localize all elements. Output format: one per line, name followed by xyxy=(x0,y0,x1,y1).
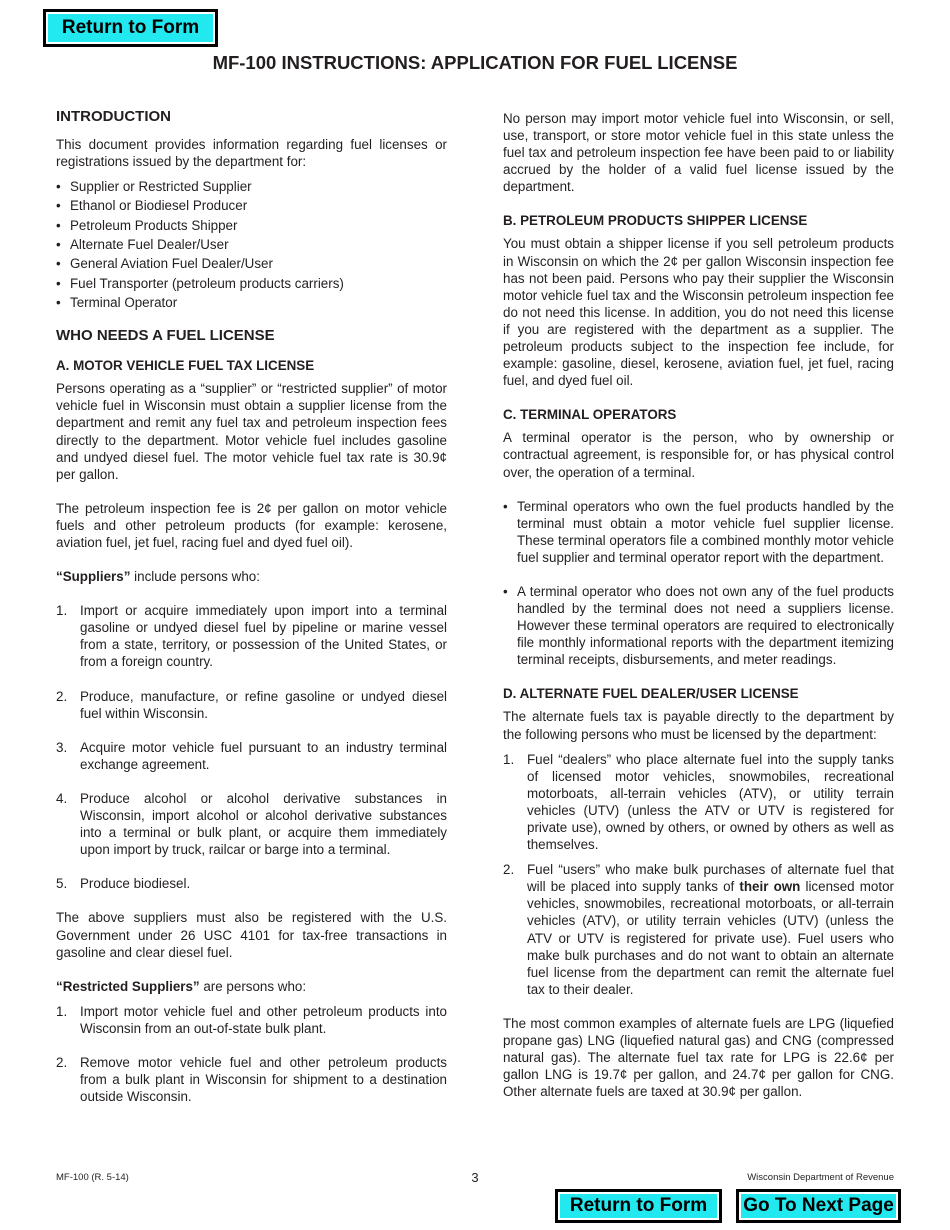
list-item: • General Aviation Fuel Dealer/User xyxy=(56,254,447,273)
right-column xyxy=(503,110,894,1100)
item-number: 5. xyxy=(56,876,68,892)
item-number: 1. xyxy=(503,751,515,767)
section-d-heading: D. ALTERNATE FUEL DEALER/USER LICENSE xyxy=(503,686,799,702)
list-item: • Fuel Transporter (petroleum products carriers) xyxy=(56,274,447,293)
restricted-suppliers-term: “Restricted Suppliers” xyxy=(56,978,200,994)
list-item xyxy=(56,875,447,892)
item-number: 1. xyxy=(56,603,68,619)
item-number: 4. xyxy=(56,790,68,806)
section-b-text: You must obtain a shipper license if you sell petroleum products in Wisconsin on which the 2¢ per gallon Wisconsin inspection fee has not been paid. Persons who pay their supplier the Wisconsin motor vehicle fuel tax and the Wisconsin petroleum inspection fee do not need this license. In addition, you do not need this license if you are registered with the department as a supplier. The petroleum products subject to the inspection fee include, for example: gasoline, diesel, kerosene, aviation fuel, jet fuel, racing fuel, and dyed fuel oil. xyxy=(503,236,894,389)
item-text: Produce alcohol or alcohol derivative substances in Wisconsin, import alcohol or alcohol derivative substances into a terminal or bulk plant, or acquire them immediately upon import by truck, railcar or barge into a terminal. xyxy=(80,790,447,858)
item-text: Fuel “dealers” who place alternate fuel into the supply tanks of licensed motor vehicles, snowmobiles, recreational motorboats, all-terrain vehicles (ATV), or utility terrain vehicles (UTV) (unless the ATV or UTV is registered for private use), owned by others, or owned by others as well as themselves. xyxy=(527,751,894,853)
section-b-heading: B. PETROLEUM PRODUCTS SHIPPER LICENSE xyxy=(503,213,808,229)
form-revision-label: MF-100 (R. 5-14) xyxy=(56,1172,129,1183)
list-item xyxy=(56,602,447,670)
section-a-paragraph-1: Persons operating as a “supplier” or “restricted supplier” of motor vehicle fuel in Wisconsin must obtain a supplier license from the department and remit any fuel tax and petroleum inspection fees directly to the department. Motor vehicle fuel includes gasoline and undyed diesel fuel. The motor vehicle fuel tax rate is 30.9¢ per gallon. xyxy=(56,381,447,482)
section-c-text: A terminal operator is the person, who by ownership or contractual agreement, is responsible for, or has physical control over, the operation of a terminal. xyxy=(503,430,894,480)
left-column xyxy=(56,108,447,1105)
page-title: MF-100 INSTRUCTIONS: APPLICATION FOR FUEL LICENSE xyxy=(212,52,738,73)
return-to-form-button[interactable]: Return to Form xyxy=(43,9,218,47)
list-item xyxy=(56,688,447,722)
item-text: Produce, manufacture, or refine gasoline or undyed diesel fuel within Wisconsin. xyxy=(80,688,447,721)
list-item xyxy=(503,583,894,668)
alternate-fuel-rates-paragraph: The most common examples of alternate fuels are LPG (liquefied propane gas) LNG (liquefied natural gas) and CNG (compressed natural gas). The alternate fuel tax rate for LPG is 22.6¢ per gallon LNG is 19.7¢ per gallon, and 24.7¢ per gallon for CNG. Other alternate fuels are taxed at 30.9¢ per gallon. xyxy=(503,1015,894,1100)
go-to-next-page-button[interactable]: Go To Next Page xyxy=(736,1189,901,1223)
suppliers-registration-note: The above suppliers must also be registered with the U.S. Government under 26 USC 4101 for tax-free transactions in gasoline and clear diesel fuel. xyxy=(56,910,447,960)
item-text: Terminal operators who own the fuel products handled by the terminal must obtain a motor vehicle fuel supplier license. These terminal operators file a combined monthly motor vehicle fuel supplier and terminal operator report with the department. xyxy=(517,498,894,565)
item-text: Import or acquire immediately upon import into a terminal gasoline or undyed diesel fuel by pipeline or marine vessel from a state, territory, or possession of the United States, or from a foreign country. xyxy=(80,603,447,670)
list-item: • Terminal Operator xyxy=(56,293,447,312)
section-a-paragraph-2: The petroleum inspection fee is 2¢ per gallon on motor vehicle fuels and other petroleum products (for example: kerosene, aviation fuel, jet fuel, racing fuel and dyed fuel oil). xyxy=(56,500,447,551)
list-item xyxy=(56,1054,447,1105)
license-type-list xyxy=(56,177,447,312)
import-restriction-paragraph: No person may import motor vehicle fuel into Wisconsin, or sell, use, transport, or store motor vehicle fuel in this state unless the fuel tax and petroleum inspection fee have been paid to or liability accrued by the holder of a valid fuel license issued by the department. xyxy=(503,111,894,195)
section-c-heading: C. TERMINAL OPERATORS xyxy=(503,407,677,423)
who-needs-heading: WHO NEEDS A FUEL LICENSE xyxy=(56,327,275,345)
suppliers-term: “Suppliers” xyxy=(56,569,131,585)
list-item xyxy=(503,751,894,854)
restricted-intro-text: are persons who: xyxy=(199,978,307,994)
list-item xyxy=(56,1003,447,1037)
item-text: Remove motor vehicle fuel and other petroleum products from a bulk plant in Wisconsin for shipment to a destination outside Wisconsin. xyxy=(80,1054,447,1105)
item-text: Acquire motor vehicle fuel pursuant to an industry terminal exchange agreement. xyxy=(80,739,447,772)
list-item xyxy=(56,790,447,858)
list-item: • Supplier or Restricted Supplier xyxy=(56,177,447,196)
item-number: 2. xyxy=(503,862,515,878)
list-item xyxy=(503,861,894,998)
list-item xyxy=(56,739,447,773)
bullet-icon: • xyxy=(503,583,508,599)
section-d-text: The alternate fuels tax is payable directly to the department by the following persons who must be licensed by the department: xyxy=(503,709,894,742)
item-number: 2. xyxy=(56,688,68,704)
section-a-heading: A. MOTOR VEHICLE FUEL TAX LICENSE xyxy=(56,358,315,374)
suppliers-intro xyxy=(56,568,447,585)
list-item xyxy=(503,498,894,566)
item-number: 1. xyxy=(56,1003,68,1019)
item-text-part: Fuel “users” who make bulk purchases of alternate fuel that will be placed into supply tanks of xyxy=(527,862,894,895)
return-to-form-button-bottom[interactable]: Return to Form xyxy=(555,1189,722,1223)
intro-heading: INTRODUCTION xyxy=(56,108,171,125)
item-text-emphasis: their own xyxy=(739,879,801,895)
list-item: • Petroleum Products Shipper xyxy=(56,216,447,235)
list-item: • Alternate Fuel Dealer/User xyxy=(56,235,447,254)
list-item: • Ethanol or Biodiesel Producer xyxy=(56,196,447,215)
item-text: Import motor vehicle fuel and other petroleum products into Wisconsin from an out-of-state bulk plant. xyxy=(80,1003,447,1036)
agency-label: Wisconsin Department of Revenue xyxy=(747,1172,894,1183)
page-number: 3 xyxy=(471,1170,479,1185)
suppliers-intro-text: include persons who: xyxy=(130,569,260,585)
item-number: 2. xyxy=(56,1054,68,1070)
item-text: Produce biodiesel. xyxy=(80,876,191,892)
bullet-icon: • xyxy=(503,498,508,514)
item-text: A terminal operator who does not own any of the fuel products handled by the terminal does not need a suppliers license. However these terminal operators are required to electronically file monthly informational reports with the department itemizing terminal receipts, disbursements, and meter readings. xyxy=(517,583,894,668)
intro-text: This document provides information regarding fuel licenses or registrations issued by the department for: xyxy=(56,137,447,170)
restricted-suppliers-intro xyxy=(56,978,447,995)
item-text-part: licensed motor vehicles, snowmobiles, recreational motorboats, or all-terrain vehicles (ATV), or utility terrain vehicles (UTV) (unless the ATV or UTV is registered for private use). Fuel users who make bulk purchases and do not want to obtain an alternate fuel license from the department can remit the alternate fuel tax to their dealer. xyxy=(527,879,894,997)
item-number: 3. xyxy=(56,739,68,755)
